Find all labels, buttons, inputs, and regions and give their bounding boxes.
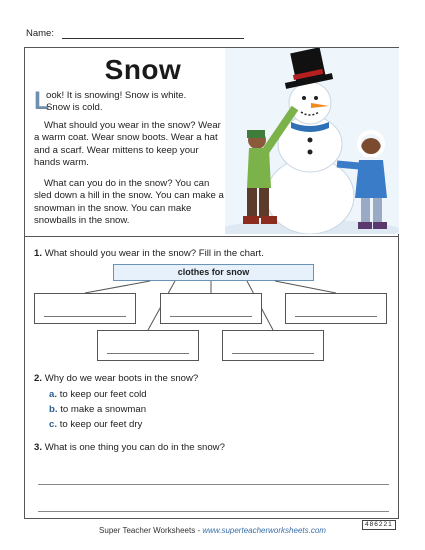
q1-number: 1. — [34, 248, 43, 259]
snowman-button-2 — [308, 150, 313, 155]
snowman-eye-left — [302, 96, 306, 100]
chart-answer-box-1[interactable] — [34, 293, 136, 324]
question-2 — [34, 373, 198, 384]
name-write-line[interactable] — [62, 38, 244, 39]
question-1 — [34, 248, 264, 259]
story-p1-line2: Snow is cold. — [46, 102, 103, 114]
option-letter: a. — [49, 389, 58, 400]
story-section — [25, 48, 398, 237]
chart-header: clothes for snow — [113, 264, 314, 281]
footer-text: Super Teacher Worksheets - — [99, 526, 203, 535]
footer-url[interactable]: www.superteacherworksheets.com — [202, 526, 326, 535]
box-write-line — [170, 316, 252, 317]
story-paragraph-1 — [34, 87, 224, 115]
option-letter: c. — [49, 419, 58, 430]
snowman-eye-right — [314, 96, 318, 100]
chart-answer-box-5[interactable] — [222, 330, 324, 361]
box-write-line — [295, 316, 377, 317]
q2-option-b[interactable] — [49, 404, 146, 415]
name-label: Name: — [26, 28, 54, 39]
question-3 — [34, 442, 225, 453]
q1-text: What should you wear in the snow? Fill in the chart. — [44, 248, 264, 259]
answer-line-1[interactable] — [38, 484, 389, 485]
snowman-button-1 — [308, 138, 313, 143]
snowman-illustration — [225, 48, 399, 234]
option-text: to keep our feet dry — [59, 419, 143, 430]
worksheet-code: 486221 — [362, 520, 396, 530]
option-text: to keep our feet cold — [59, 389, 147, 400]
box-write-line — [107, 353, 189, 354]
q2-option-a[interactable] — [49, 389, 147, 400]
chart-answer-box-3[interactable] — [285, 293, 387, 324]
chart-answer-box-2[interactable] — [160, 293, 262, 324]
q3-text: What is one thing you can do in the snow? — [44, 442, 225, 453]
story-paragraph-2: What should you wear in the snow? Wear a warm coat. Wear snow boots. Wear a hat and a scarf. Wear mittens to keep your hands warm. — [34, 120, 221, 168]
q3-number: 3. — [34, 442, 43, 453]
drop-cap: L — [34, 87, 50, 115]
story-paragraph-3: What can you do in the snow? You can sled down a hill in the snow. You can make a snowman in the snow. You can make snowballs in the snow. — [34, 178, 224, 226]
q2-number: 2. — [34, 373, 43, 384]
story-title: Snow — [104, 54, 182, 85]
option-text: to make a snowman — [60, 404, 147, 415]
box-write-line — [44, 316, 126, 317]
q2-option-c[interactable] — [49, 419, 142, 430]
q2-text: Why do we wear boots in the snow? — [44, 373, 199, 384]
option-letter: b. — [49, 404, 58, 415]
box-write-line — [232, 353, 314, 354]
worksheet-frame — [24, 47, 399, 519]
story-p1-line1: ook! It is snowing! Snow is white. — [46, 90, 187, 101]
chart-answer-box-4[interactable] — [97, 330, 199, 361]
name-row — [26, 28, 54, 39]
answer-line-2[interactable] — [38, 511, 389, 512]
snowman-head — [289, 82, 331, 124]
